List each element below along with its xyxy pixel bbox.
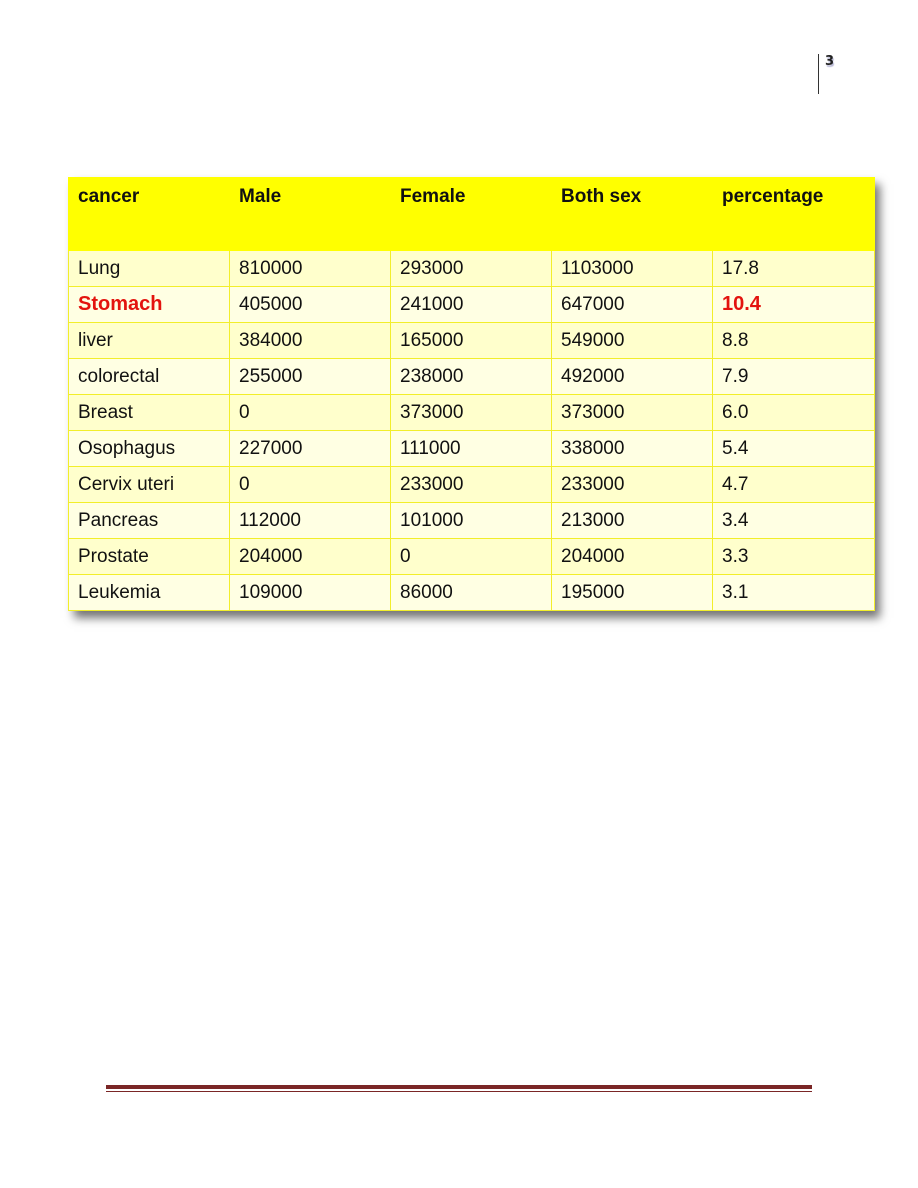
cell-both-sex: 338000 [552,431,713,467]
cell-both-sex: 204000 [552,539,713,575]
cell-male: 204000 [230,539,391,575]
cell-male: 255000 [230,359,391,395]
table-header-row [69,178,875,251]
cell-female: 241000 [391,287,552,323]
header-female: Female [391,178,552,251]
cell-cancer: Cervix uteri [69,467,230,503]
cell-both-sex: 492000 [552,359,713,395]
cell-male: 109000 [230,575,391,611]
cell-cancer: Stomach [69,287,230,323]
cell-male: 810000 [230,251,391,287]
footer-divider [106,1085,812,1092]
cell-both-sex: 647000 [552,287,713,323]
cell-cancer: Lung [69,251,230,287]
cell-male: 0 [230,395,391,431]
table-row [69,431,875,467]
cell-male: 227000 [230,431,391,467]
cell-percentage: 3.4 [713,503,875,539]
table-row [69,503,875,539]
cell-cancer: colorectal [69,359,230,395]
header-both-sex: Both sex [552,178,713,251]
table-row [69,467,875,503]
cell-percentage: 7.9 [713,359,875,395]
cell-female: 111000 [391,431,552,467]
cell-male: 405000 [230,287,391,323]
table-row [69,251,875,287]
cell-both-sex: 549000 [552,323,713,359]
table-row [69,287,875,323]
table-row [69,539,875,575]
footer-divider-thin [106,1091,812,1092]
table-row [69,359,875,395]
cell-male: 0 [230,467,391,503]
cell-cancer: liver [69,323,230,359]
cell-female: 293000 [391,251,552,287]
header-percentage: percentage [713,178,875,251]
cancer-statistics-table [68,177,875,611]
table-row [69,323,875,359]
cell-percentage: 4.7 [713,467,875,503]
cell-cancer: Osophagus [69,431,230,467]
cell-both-sex: 195000 [552,575,713,611]
page-number: 3 [825,54,835,69]
header-cancer: cancer [69,178,230,251]
cell-percentage: 17.8 [713,251,875,287]
cell-female: 86000 [391,575,552,611]
cell-female: 165000 [391,323,552,359]
cell-both-sex: 373000 [552,395,713,431]
cell-cancer: Leukemia [69,575,230,611]
cell-cancer: Breast [69,395,230,431]
cell-female: 373000 [391,395,552,431]
table-row [69,575,875,611]
table-row [69,395,875,431]
cell-percentage: 10.4 [713,287,875,323]
cell-both-sex: 233000 [552,467,713,503]
cell-female: 101000 [391,503,552,539]
header-male: Male [230,178,391,251]
cell-female: 233000 [391,467,552,503]
cell-both-sex: 213000 [552,503,713,539]
cell-female: 238000 [391,359,552,395]
cell-male: 384000 [230,323,391,359]
cell-both-sex: 1103000 [552,251,713,287]
cell-percentage: 6.0 [713,395,875,431]
cell-female: 0 [391,539,552,575]
cell-cancer: Prostate [69,539,230,575]
cell-male: 112000 [230,503,391,539]
cell-cancer: Pancreas [69,503,230,539]
footer-divider-thick [106,1085,812,1089]
cancer-statistics-table-container [68,177,874,611]
cell-percentage: 3.1 [713,575,875,611]
cell-percentage: 5.4 [713,431,875,467]
cell-percentage: 8.8 [713,323,875,359]
page-number-area [818,54,834,94]
cell-percentage: 3.3 [713,539,875,575]
